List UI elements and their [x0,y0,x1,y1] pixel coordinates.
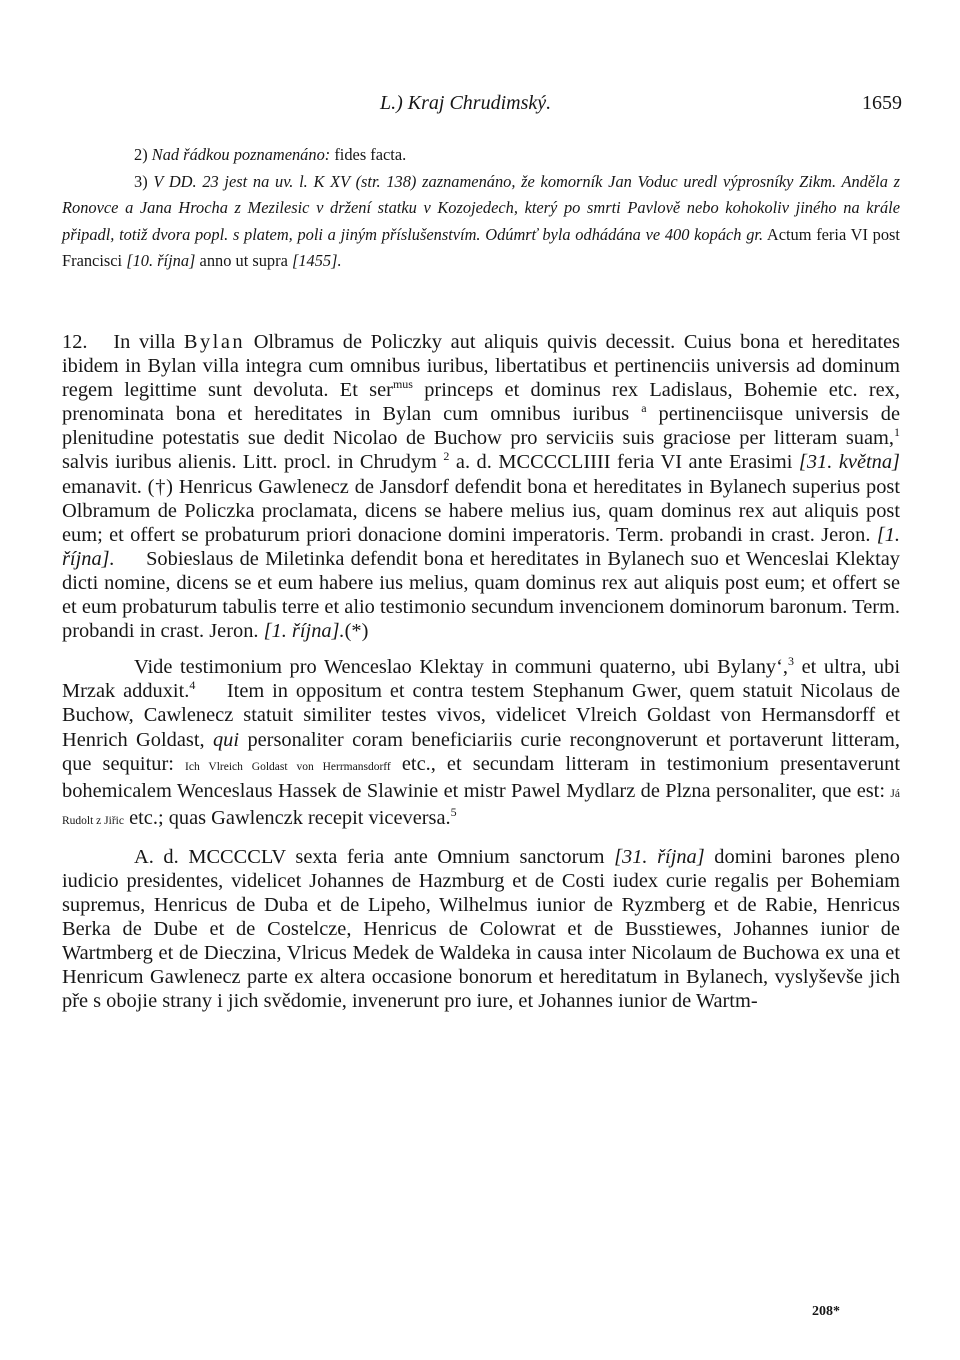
entry-date-2: [1. října]. [62,523,900,570]
ad-text-2: domini barones pleno iudicio presidentes, videlicet Johannes de Hazmburg et de Costi iudex curie regalis per Bohemiam supremus, Henricus de Duba et de Lipeho, Wilhelmus iunior de Ryzmberg et de Rabie, Henricus Berka de Dube et de Costelcze, Henricus de Colowrat et de Busstiewes, Johannes iunior de Wartmberg et de Dieczina, Vlricus Medek de Waldeka in causa inter Nicolaum de Buchowa ex una et Henricum Gawlenecz parte ex altera occasione bonorum et hereditatum in Bylanech, vyslyševše jich pře s obojie strany i jich svědomie, invenerunt pro iure, et Johannes iunior de Wartm- [62,845,900,1013]
entry-text-8: Sobieslaus de Miletinka defendit bona et hereditates in Bylanech suo et Wenceslai Klektay dicti nomine, dicens se et eum habere ius melius, quam dominus rex aut aliquis post eum; et offert se et eum probaturum tabulis terre et alio testimonio secundum invencionem dominorum baronum. Term. probandi in crast. Jeron. [62,547,900,643]
entry-text-5: salvis iuribus alienis. Litt. procl. in Chrudym [62,451,437,474]
entry-text-3: princeps et dominus rex Ladislaus, Bohemie etc. rex, prenominata bona et hereditates in Bylan cum omnibus iuribus [62,379,900,426]
ad-text-1: A. d. MCCCCLV sexta feria ante Omnium sanctorum [134,845,605,868]
footnote-2 [62,142,900,169]
entry-number: 12. [62,331,88,353]
entry-text-6: a. d. MCCCCLIIII feria VI ante Erasimi [455,451,793,474]
entry-sup-2: 2 [443,449,450,464]
vide-text-5: etc., et secundam litteram in testimonium presentaverunt bohemicalem Wenceslaus Hassek de Slawinie et mistr Pawel Mydlarz de Plzna personaliter, que est: [62,752,901,802]
footnote-3 [62,169,900,275]
vide-sup-3: 3 [787,654,794,669]
main-text [62,330,900,1014]
vide-czech-quote: Já Rudolt z Jiřic [62,787,900,827]
vide-sup-4: 4 [189,678,196,693]
entry-text-4: pertinenciisque universis de plenitudine potestatis sue dedit Nicolao de Buchow pro serviciis suis graciose per litteram suam, [62,403,900,450]
ad-date: [31. října] [614,845,705,868]
entry-place: Bylan [183,331,246,353]
entry-mark: (*) [344,620,369,643]
entry-text-1: In villa [113,331,176,353]
vide-text-3: Item in oppositum et contra testem Stephanum Gwer, quem statuit Nicolaus de Buchow, Cawlenecz statuit similiter testes vivos, videlicet Vlreich Goldast von Hermansdorff et Henrich Goldast, [62,680,901,751]
vide-text-1: Vide testimonium pro Wenceslao Klektay in communi quaterno, ubi Bylany‘, [134,656,788,679]
vide-italic-qui: qui [212,728,240,751]
entry-sup-a: a [641,401,647,416]
page-number: 1659 [862,92,902,114]
vide-paragraph [62,655,900,833]
vide-german-quote: Ich Vlreich Goldast von Herrmansdorff [185,760,391,773]
vide-text-4: personaliter coram beneficiariis curie recongnoverunt et portaverunt litteram, que sequitur: [62,728,900,775]
running-header [0,92,960,116]
footnote-3-actum: Actum feria VI post Francisci [62,224,900,271]
footnote-3-text: V DD. 23 jest na uv. l. K XV (str. 138) zaznamenáno, že komorník Jan Voduc uredl výprosníky Zikm. Anděla z Ronovce a Jana Hrocha z Mezilesic v držení statku v Kozojedech, který po smrti Pavlově nebo kohokoliv jiného na krále připadl, totiž dvora popl. s platem, poli a jiným příslušenstvím. Odúmrť byla odhádána ve 400 kopách gr. [62,171,900,244]
footnote-3-anno: anno ut supra [199,251,288,271]
entry-date-1: [31. května] [798,451,900,474]
vide-text-2: et ultra, ubi Mrzak adduxit. [62,656,900,703]
header-title: L.) Kraj Chrudimský. [380,92,552,114]
entry-text-2: Olbramus de Policzky aut aliquis quivis decessit. Cuius bona et hereditates ibidem in Bylan villa integra cum omnibus iuribus, libertatibus et pertinenciis universis ad dominum regem legittime sunt devoluta. Et ser [62,331,900,402]
entry-date-3: [1. října]. [263,620,345,643]
footnotes-block [62,142,900,275]
entry-paragraph [62,330,900,643]
footnote-3-date: [10. října] [126,251,196,271]
footnote-2-marker: 2) [134,145,148,164]
ad-paragraph [62,845,900,1014]
folio-mark: 208* [812,1304,840,1319]
footnote-2-text: fides facta. [334,145,407,164]
footnote-3-marker: 3) [134,171,148,191]
entry-sup-ser: mus [392,377,413,392]
footnote-3-year: [1455]. [291,251,342,271]
entry-sup-1: 1 [894,425,900,440]
footnote-2-italic: Nad řádkou poznamenáno: [151,145,331,164]
entry-text-7: emanavit. (†) Henricus Gawlenecz de Jansdorf defendit bona et hereditates in Bylanech superius post Olbramum de Policzka proclamata, dicens se habere melius ius, quam dominus rex aut aliquis post eum; et offert se probaturum priori donacione domini imperatoris. Term. probandi in crast. Jeron. [62,475,900,546]
vide-text-6: etc.; quas Gawlenczk recepit viceversa. [129,806,451,829]
vide-sup-5: 5 [450,804,457,819]
